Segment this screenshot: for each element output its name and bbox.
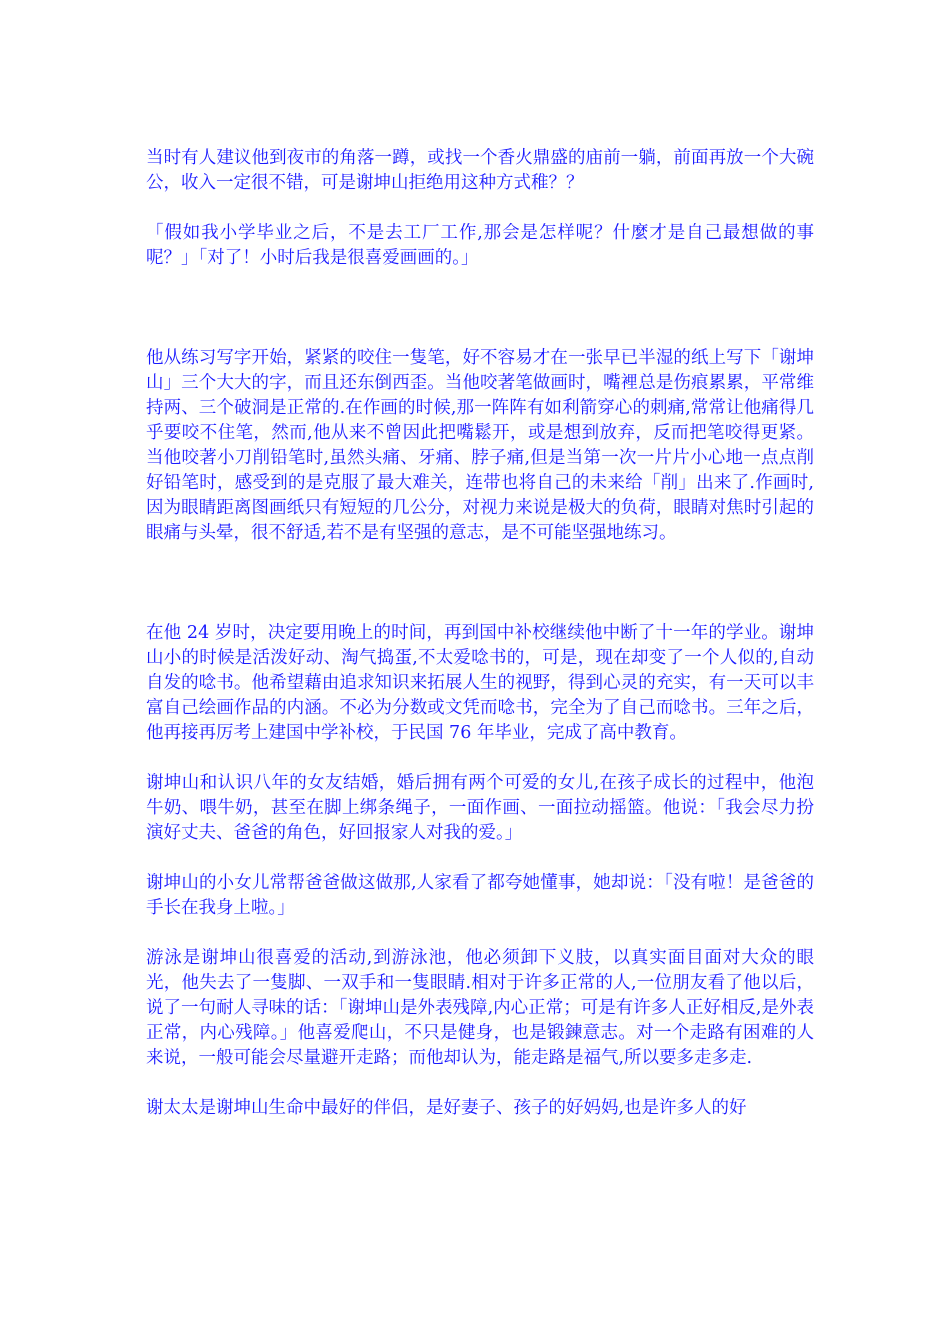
paragraph-6: 谢坤山的小女儿常帮爸爸做这做那,人家看了都夸她懂事，她却说：「没有啦！是爸爸的手长在我身上啦。」	[146, 873, 814, 918]
paragraph-gap	[146, 746, 814, 771]
paragraph-7: 游泳是谢坤山很喜爱的活动,到游泳池，他必须卸下义肢，以真实面目面对大众的眼光，他失去了一隻脚、一双手和一隻眼睛.相对于许多正常的人,一位朋友看了他以后，说了一句耐人寻味的话：「谢坤山是外表残障,内心正常；可是有许多人正好相反,是外表正常，内心残障。」他喜爱爬山，不只是健身，也是锻鍊意志。对一个走路有困难的人来说，一般可能会尽量避开走路；而他却认为，能走路是福气,所以要多走多走.	[146, 948, 814, 1068]
paragraph-gap	[146, 921, 814, 946]
paragraph-gap	[146, 196, 814, 221]
document-page	[146, 146, 814, 1121]
paragraph-4: 在他 24 岁时，决定要用晚上的时间，再到国中补校继续他中断了十一年的学业。谢坤山小的时候是活泼好动、淘气捣蛋,不太爱唸书的，可是，现在却变了一个人似的,自动自发的唸书。他希望藉由追求知识来拓展人生的视野，得到心灵的充实，有一天可以丰富自己绘画作品的内涵。不必为分数或文凭而唸书，完全为了自己而唸书。三年之后，他再接再厉考上建国中学补校，于民国 76 年毕业，完成了高中教育。	[146, 623, 814, 743]
section-gap	[146, 271, 814, 346]
paragraph-1: 当时有人建议他到夜市的角落一蹲，或找一个香火鼎盛的庙前一躺，前面再放一个大碗公，收入一定很不错，可是谢坤山拒绝用这种方式稚？？	[146, 148, 814, 193]
paragraph-gap	[146, 1071, 814, 1096]
paragraph-8: 谢太太是谢坤山生命中最好的伴侣，是好妻子、孩子的好妈妈,也是许多人的好	[146, 1098, 747, 1118]
section-gap	[146, 546, 814, 621]
paragraph-gap	[146, 846, 814, 871]
paragraph-3: 他从练习写字开始，紧紧的咬住一隻笔，好不容易才在一张早已半湿的纸上写下「谢坤山」三个大大的字，而且还东倒西歪。当他咬著笔做画时，嘴裡总是伤痕累累，平常维持两、三个破洞是正常的.在作画的时候,那一阵阵有如利箭穿心的刺痛,常常让他痛得几乎要咬不住笔，然而,他从来不曾因此把嘴鬆开，或是想到放弃，反而把笔咬得更紧。当他咬著小刀削铅笔时,虽然头痛、牙痛、脖子痛,但是当第一次一片片小心地一点点削好铅笔时，感受到的是克服了最大难关，连带也将自己的未来给「削」出来了.作画时,因为眼睛距离图画纸只有短短的几公分，对视力来说是极大的负荷，眼睛对焦时引起的眼痛与头晕，很不舒适,若不是有坚强的意志，是不可能坚强地练习。	[146, 348, 814, 543]
paragraph-5: 谢坤山和认识八年的女友结婚，婚后拥有两个可爱的女儿,在孩子成长的过程中，他泡牛奶、喂牛奶，甚至在脚上绑条绳子，一面作画、一面拉动摇篮。他说：「我会尽力扮演好丈夫、爸爸的角色，好回报家人对我的爱。」	[146, 773, 814, 843]
paragraph-2: 「假如我小学毕业之后，不是去工厂工作,那会是怎样呢？什麼才是自己最想做的事呢？」「对了！小时后我是很喜爱画画的。」	[146, 223, 814, 268]
